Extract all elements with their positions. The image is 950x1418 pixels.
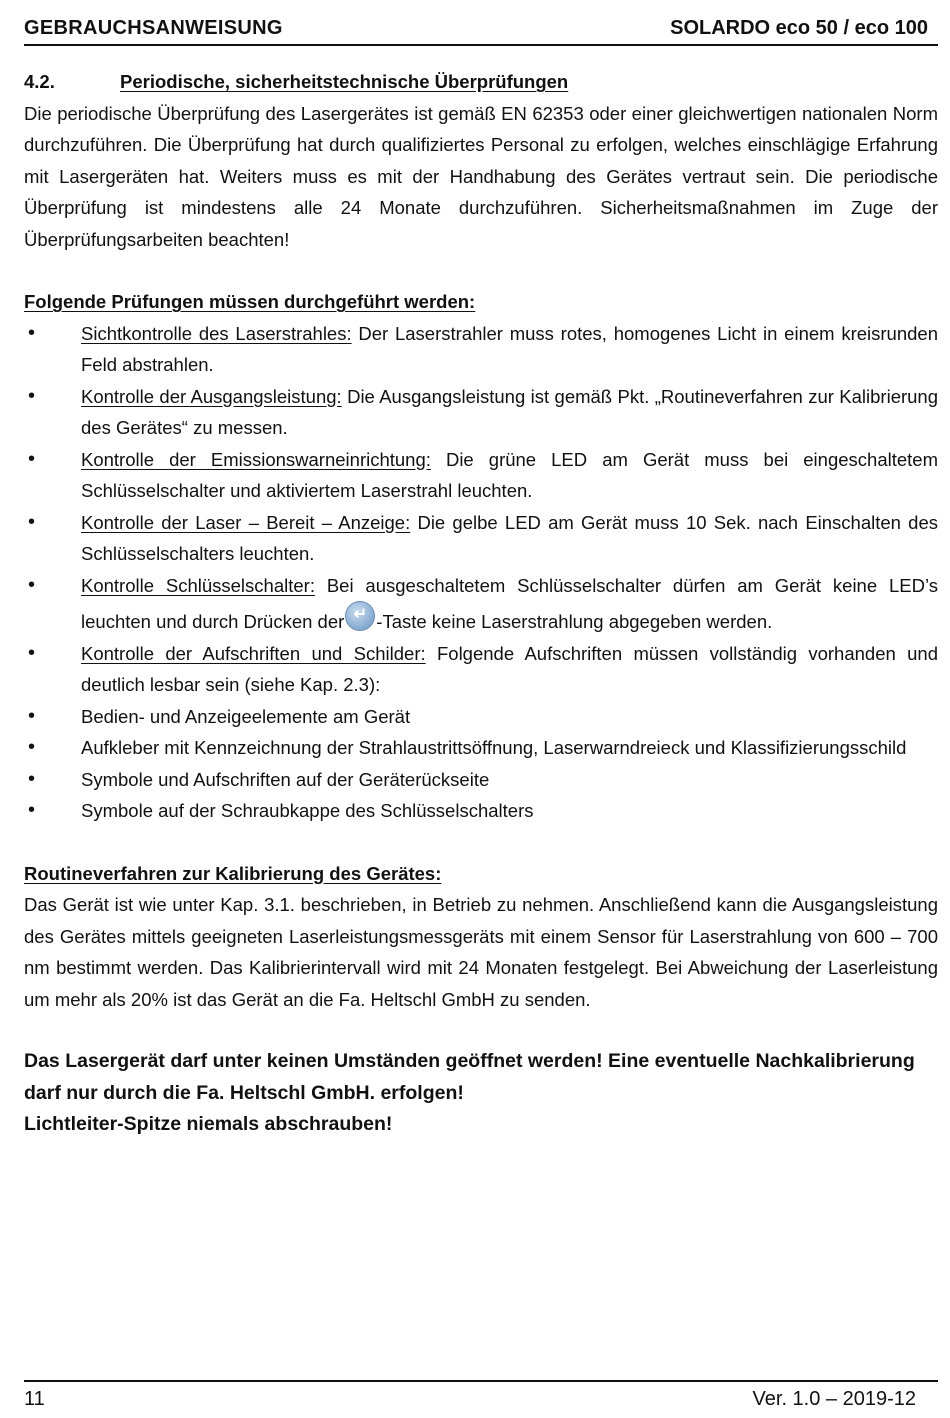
header-product: SOLARDO eco 50 / eco 100 (670, 17, 928, 39)
list-item (24, 318, 938, 381)
version-label: Ver. 1.0 – 2019-12 (752, 1388, 916, 1410)
checks-list (24, 318, 938, 827)
check-text: Bei ausgeschaltetem Schlüsselschalter dürfen am Gerät keine LED’s leuchten und durch Drücken der (81, 574, 938, 632)
page-content (24, 66, 938, 1141)
section-heading (24, 66, 938, 98)
check-label: Kontrolle der Emissionswarneinrichtung: (81, 448, 431, 470)
list-item (24, 507, 938, 570)
list-item: • Symbole und Aufschriften auf der Geräterückseite (24, 764, 938, 796)
calibration-text: Das Gerät ist wie unter Kap. 3.1. beschrieben, in Betrieb zu nehmen. Anschließend kann die Ausgangsleistung des Gerätes mittels geeigneten Laserleistungsmessgeräts mit einem Sensor für Laserstrahlung von 600 – 700 nm bestimmt werden. Das Kalibrierintervall wird mit 24 Monaten festgelegt. Bei Abweichung der Laserleistung um mehr als 20% ist das Gerät an die Fa. Heltschl GmbH zu senden. (24, 894, 938, 1010)
check-label: Kontrolle der Ausgangsleistung: (81, 385, 342, 407)
check-text: Die gelbe LED am Gerät muss 10 Sek. nach Einschalten des Schlüsselschalters leuchten. (81, 511, 939, 564)
check-label: Kontrolle der Laser – Bereit – Anzeige: (81, 511, 411, 533)
check-text: Der Laserstrahler muss rotes, homogenes Licht in einem kreisrunden Feld abstrahlen. (81, 322, 938, 375)
warning-line: Lichtleiter-Spitze niemals abschrauben! (24, 1113, 393, 1135)
checks-heading: Folgende Prüfungen müssen durchgeführt werden: (24, 291, 476, 312)
check-label: Kontrolle Schlüsselschalter: (81, 574, 315, 596)
section-title: Periodische, sicherheitstechnische Überprüfungen (120, 71, 569, 92)
header-title: GEBRAUCHSANWEISUNG (24, 17, 283, 39)
list-item (24, 638, 938, 701)
page-footer (24, 1380, 938, 1411)
manual-page (24, 0, 938, 1418)
list-item: • Aufkleber mit Kennzeichnung der Strahlaustrittsöffnung, Laserwarndreieck und Klassifizierungsschild (24, 732, 938, 764)
enter-key-icon (345, 601, 375, 631)
page-number: 11 (24, 1388, 45, 1410)
warning-block (24, 1046, 938, 1141)
check-text: Die grüne LED am Gerät muss bei eingeschaltetem Schlüsselschalter und aktiviertem Laserstrahl leuchten. (81, 448, 938, 501)
check-text: Die Ausgangsleistung ist gemäß Pkt. „Routineverfahren zur Kalibrierung des Gerätes“ zu messen. (81, 385, 939, 438)
list-item (24, 570, 938, 638)
list-item: • Symbole auf der Schraubkappe des Schlüsselschalters (24, 795, 938, 827)
check-label: Kontrolle der Aufschriften und Schilder: (81, 642, 426, 664)
warning-line: Das Lasergerät darf unter keinen Umständen geöffnet werden! Eine eventuelle Nachkalibrierung darf nur durch die Fa. Heltschl GmbH. erfolgen! (24, 1050, 915, 1104)
section-number: 4.2. (24, 71, 55, 92)
page-header (24, 12, 938, 46)
list-item: • Bedien- und Anzeigeelemente am Gerät (24, 701, 938, 733)
calibration-heading: Routineverfahren zur Kalibrierung des Gerätes: (24, 862, 442, 884)
list-item (24, 444, 938, 507)
check-text: Folgende Aufschriften müssen vollständig vorhanden und deutlich lesbar sein (siehe Kap. 2.3): (81, 642, 938, 695)
check-label: Sichtkontrolle des Laserstrahles: (81, 322, 352, 344)
list-item (24, 381, 938, 444)
check-text-after: -Taste keine Laserstrahlung abgegeben werden. (376, 611, 773, 632)
section-intro: Die periodische Überprüfung des Lasergerätes ist gemäß EN 62353 oder einer gleichwertigen nationalen Norm durchzuführen. Die Überprüfung hat durch qualifiziertes Personal zu erfolgen, welches einschlägige Erfahrung mit Lasergeräten hat. Weiters muss es mit der Handhabung des Gerätes vertraut sein. Die periodische Überprüfung ist mindestens alle 24 Monate durchzuführen. Sicherheitsmaßnahmen im Zuge der Überprüfungsarbeiten beachten! (24, 102, 938, 250)
